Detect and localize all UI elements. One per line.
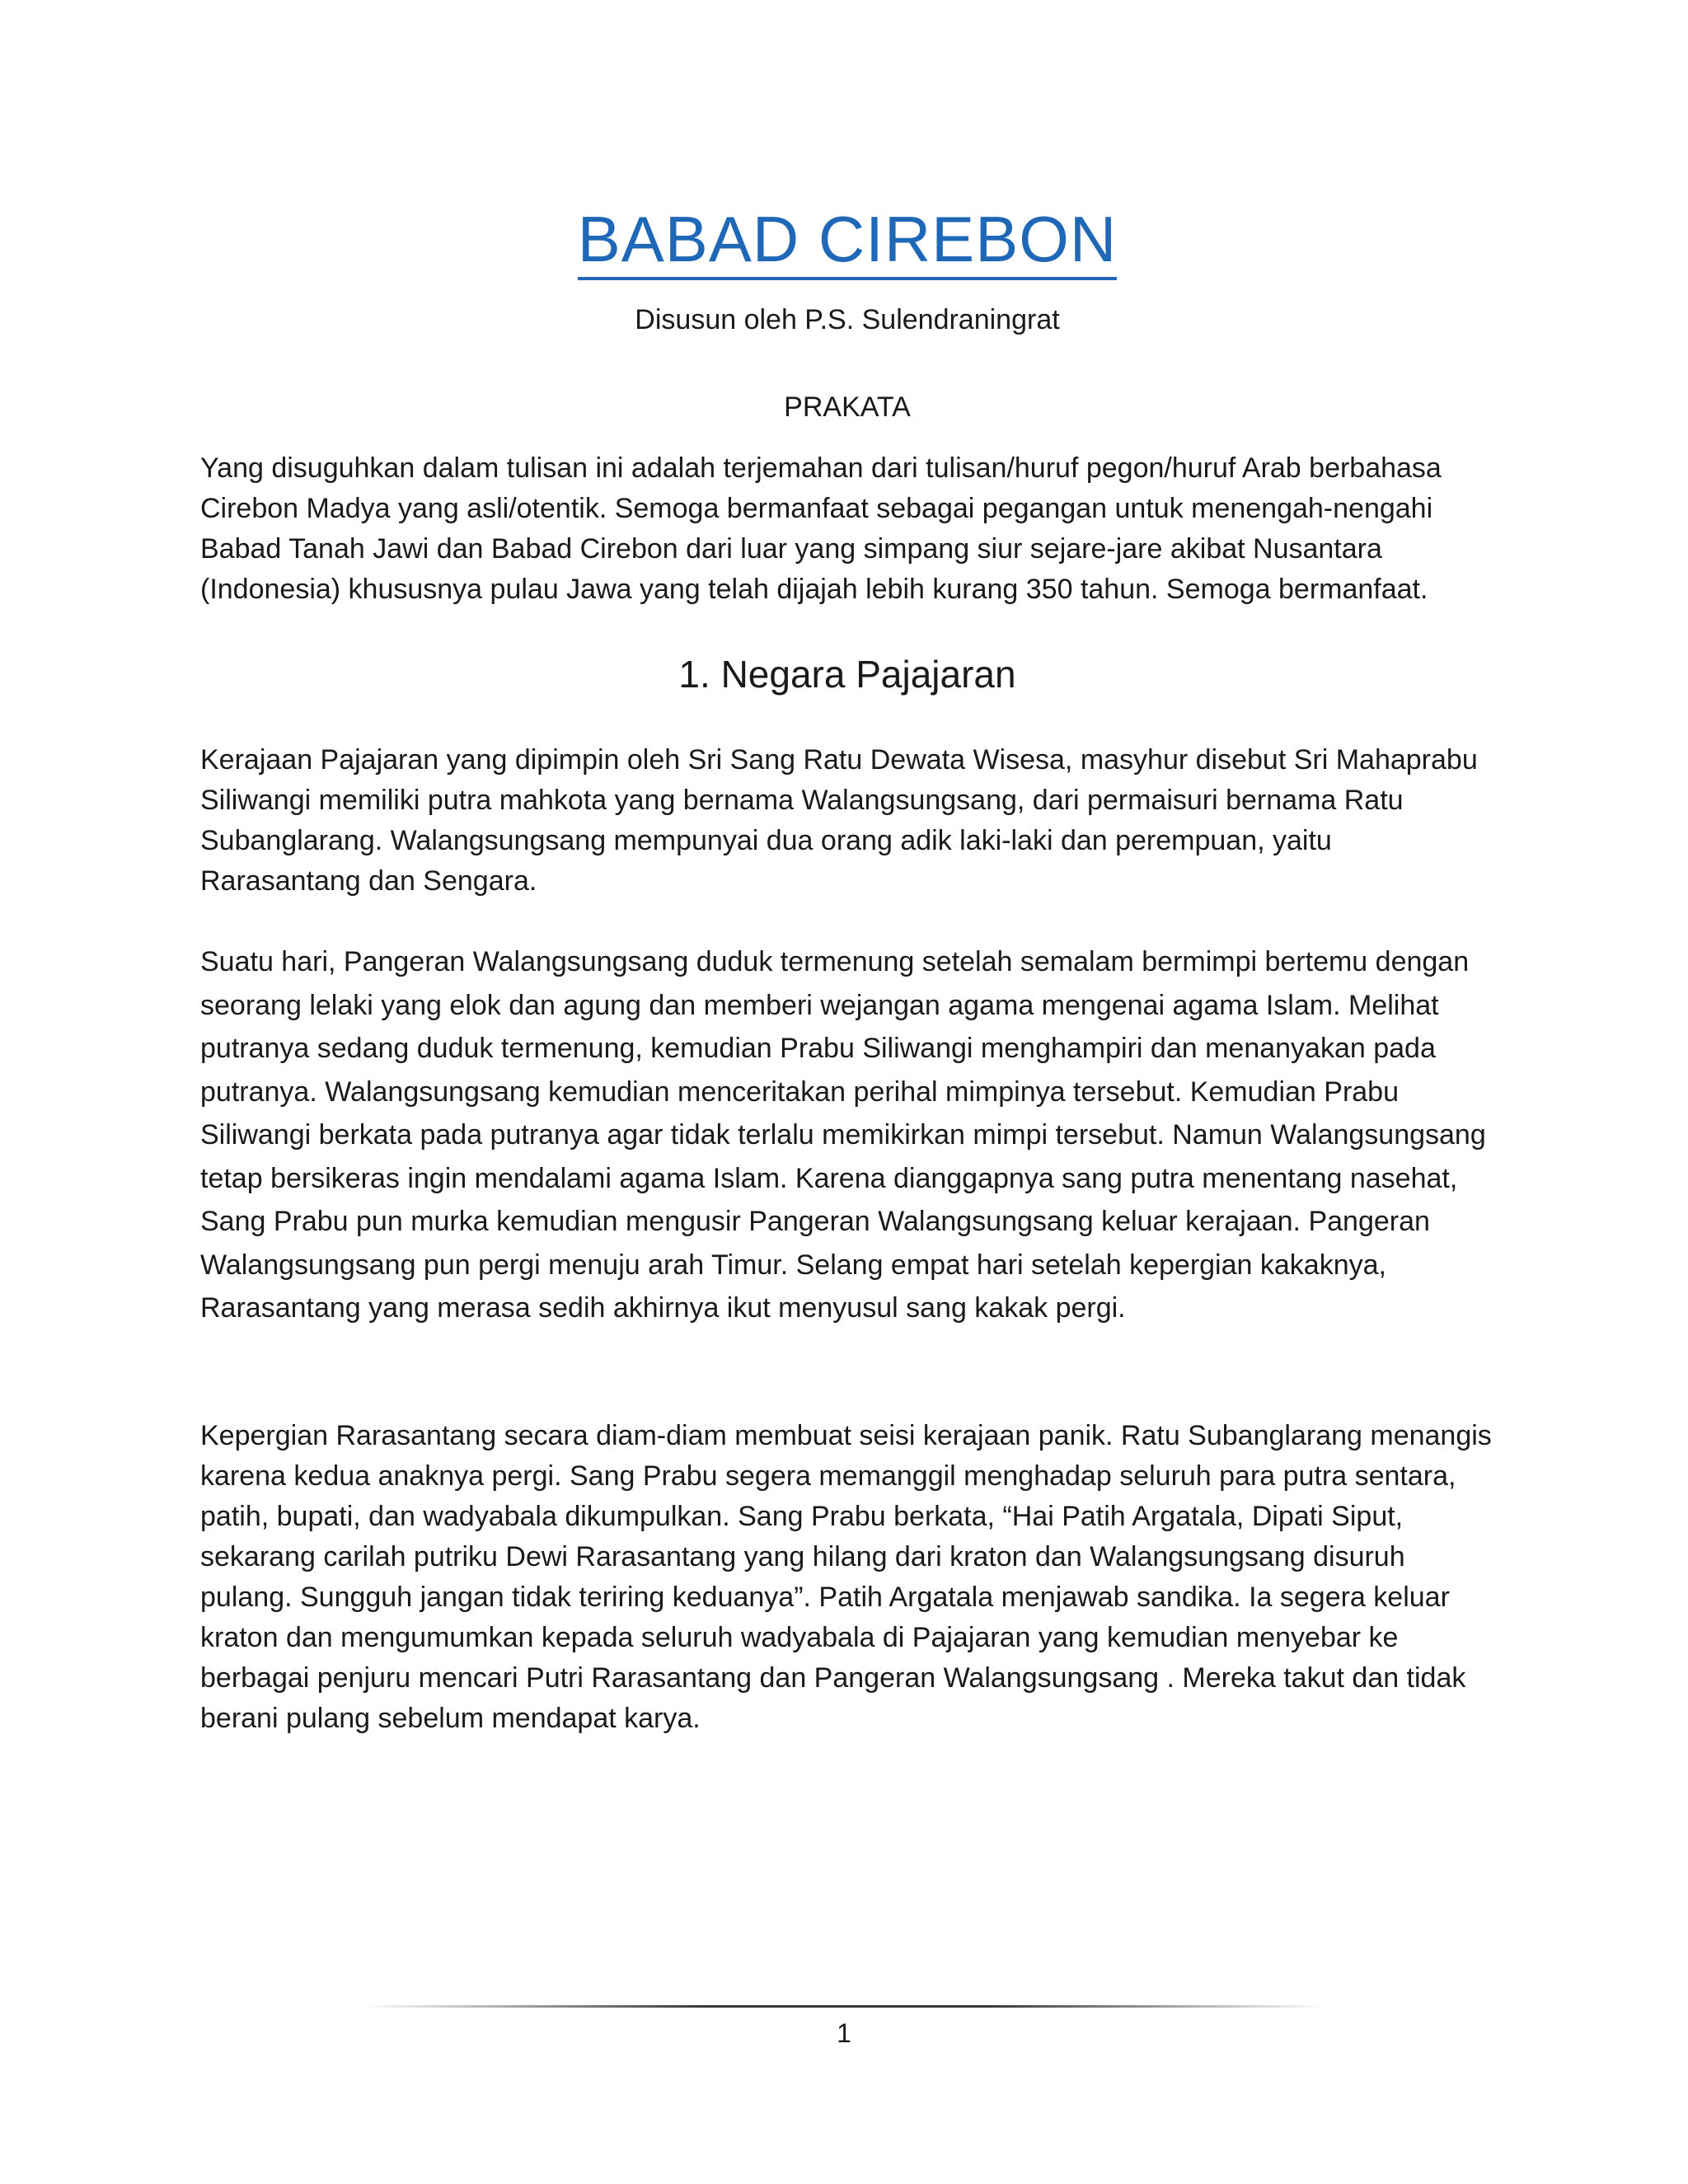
page-number: 1 bbox=[837, 2018, 851, 2048]
document-title-link[interactable]: BABAD CIREBON bbox=[578, 203, 1117, 280]
prakata-paragraph: Yang disuguhkan dalam tulisan ini adalah terjemahan dari tulisan/huruf pegon/huruf Arab berbahasa Cirebon Madya yang asli/otentik. Semoga bermanfaat sebagai pegangan untuk menengah-nengahi Babad Tanah Jawi dan Babad Cirebon dari luar yang simpang siur sejare-jare akibat Nusantara (Indonesia) khususnya pulau Jawa yang telah dijajah lebih kurang 350 tahun. Semoga bermanfaat. bbox=[200, 452, 1442, 605]
document-content bbox=[200, 198, 1494, 1739]
section-heading: 1. Negara Pajajaran bbox=[678, 653, 1016, 696]
document-title[interactable] bbox=[200, 198, 1494, 280]
footer-divider bbox=[363, 2005, 1327, 2008]
document-subtitle: Disusun oleh P.S. Sulendraningrat bbox=[635, 304, 1060, 335]
body-paragraph-3: Kepergian Rarasantang secara diam-diam membuat seisi kerajaan panik. Ratu Subanglarang menangis karena kedua anaknya pergi. Sang Prabu segera memanggil menghadap seluruh para putra sentara, patih, bupati, dan wadyabala dikumpulkan. Sang Prabu berkata, “Hai Patih Argatala, Dipati Siput, sekarang carilah putriku Dewi Rarasantang yang hilang dari kraton dan Walangsungsang disuruh pulang. Sungguh jangan tidak teriring keduanya”. Patih Argatala menjawab sandika. Ia segera keluar kraton dan mengumumkan kepada seluruh wadyabala di Pajajaran yang kemudian menyebar ke berbagai penjuru mencari Putri Rarasantang dan Pangeran Walangsungsang . Mereka takut dan tidak berani pulang sebelum mendapat karya. bbox=[200, 1419, 1492, 1734]
body-paragraph-1: Kerajaan Pajajaran yang dipimpin oleh Sri Sang Ratu Dewata Wisesa, masyhur disebut Sri Mahaprabu Siliwangi memiliki putra mahkota yang bernama Walangsungsang, dari permaisuri bernama Ratu Subanglarang. Walangsungsang mempunyai dua orang adik laki-laki dan perempuan, yaitu Rarasantang dan Sengara. bbox=[200, 744, 1478, 897]
prakata-heading: PRAKATA bbox=[784, 391, 911, 423]
body-paragraph-2: Suatu hari, Pangeran Walangsungsang duduk termenung setelah semalam bermimpi bertemu dengan seorang lelaki yang elok dan agung dan memberi wejangan agama mengenai agama Islam. Melihat putranya sedang duduk termenung, kemudian Prabu Siliwangi menghampiri dan menanyakan pada putranya. Walangsungsang kemudian menceritakan perihal mimpinya tersebut. Kemudian Prabu Siliwangi berkata pada putranya agar tidak terlalu memikirkan mimpi tersebut. Namun Walangsungsang tetap bersikeras ingin mendalami agama Islam. Karena dianggapnya sang putra menentang nasehat, Sang Prabu pun murka kemudian mengusir Pangeran Walangsungsang keluar kerajaan. Pangeran Walangsungsang pun pergi menuju arah Timur. Selang empat hari setelah kepergian kakaknya, Rarasantang yang merasa sedih akhirnya ikut menyusul sang kakak pergi. bbox=[200, 946, 1486, 1324]
